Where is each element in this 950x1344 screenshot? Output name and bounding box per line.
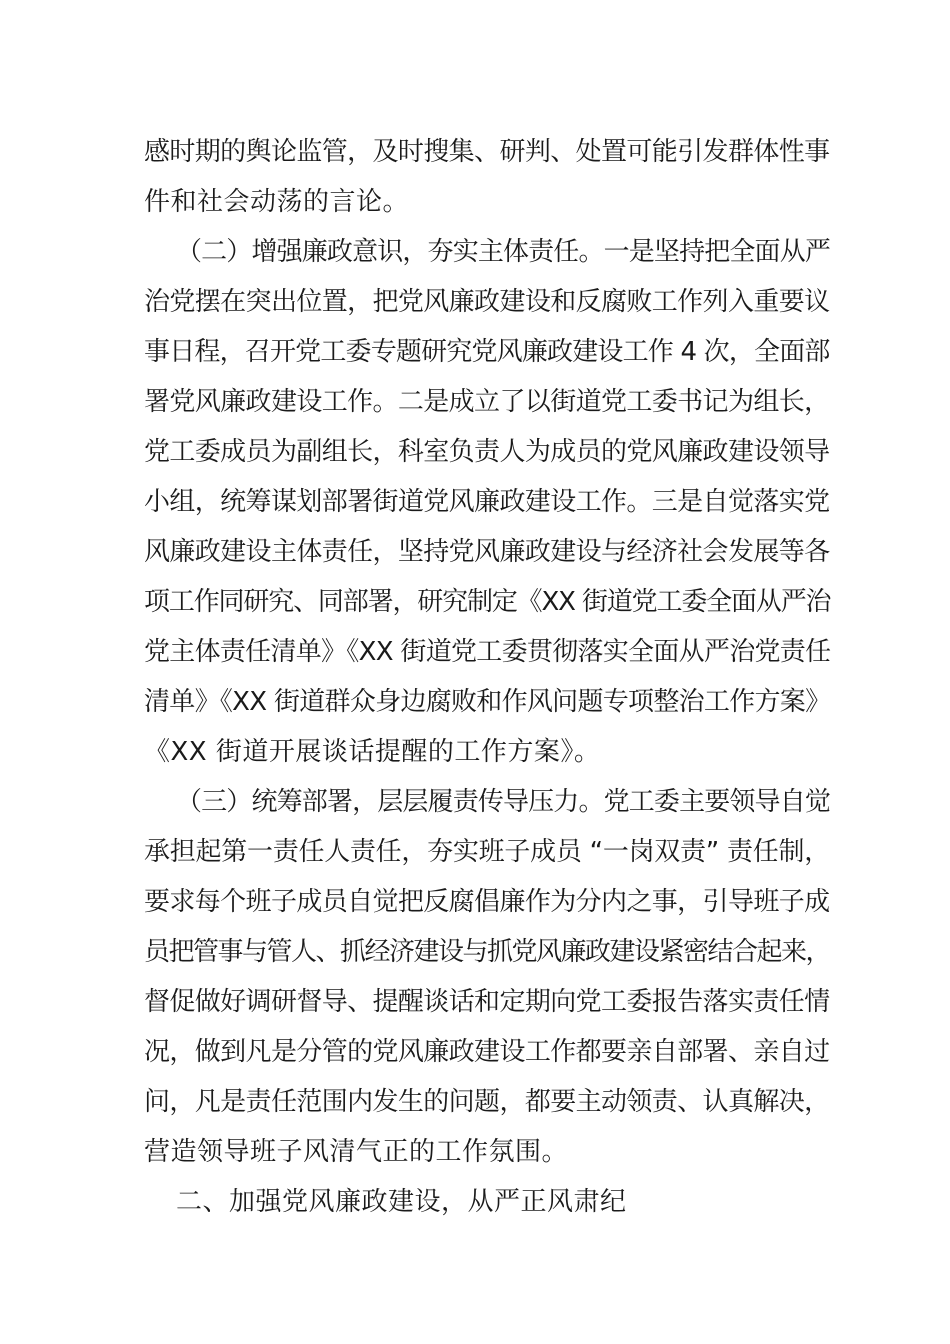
text-line: 署党风廉政建设工作。二是成立了以街道党工委书记为组长， [144, 387, 830, 417]
text-line: 况，做到凡是分管的党风廉政建设工作都要亲自部署、亲自过 [144, 1037, 830, 1067]
text-line: 问，凡是责任范围内发生的问题，都要主动领责、认真解决， [144, 1087, 830, 1117]
text-line: 件和社会动荡的言论。 [144, 187, 410, 217]
text-line: 项工作同研究、同部署，研究制定《XX 街道党工委全面从严治 [144, 587, 831, 617]
text-line: 《XX 街道开展谈话提醒的工作方案》。 [144, 737, 601, 767]
text-line: 治党摆在突出位置，把党风廉政建设和反腐败工作列入重要议 [144, 287, 830, 317]
chapter-heading: 二、加强党风廉政建设，从严正风肃纪 [176, 1187, 627, 1217]
text-line: 要求每个班子成员自觉把反腐倡廉作为分内之事，引导班子成 [144, 887, 830, 917]
section-heading-two: （二）增强廉政意识，夯实主体责任。一是坚持把全面从严 [176, 237, 831, 267]
section-heading-three: （三）统筹部署，层层履责传导压力。党工委主要领导自觉 [176, 787, 831, 817]
text-line: 清单》《XX 街道群众身边腐败和作风问题专项整治工作方案》 [144, 687, 831, 717]
text-line: 事日程，召开党工委专题研究党风廉政建设工作 4 次，全面部 [144, 337, 830, 367]
text-line: 督促做好调研督导、提醒谈话和定期向党工委报告落实责任情 [144, 987, 830, 1017]
text-line: 风廉政建设主体责任，坚持党风廉政建设与经济社会发展等各 [144, 537, 830, 567]
text-line: 小组，统筹谋划部署街道党风廉政建设工作。三是自觉落实党 [144, 487, 830, 517]
text-line: 感时期的舆论监管，及时搜集、研判、处置可能引发群体性事 [144, 137, 830, 167]
text-line: 党主体责任清单》《XX 街道党工委贯彻落实全面从严治党责任 [144, 637, 831, 667]
text-line: 承担起第一责任人责任，夯实班子成员 “一岗双责” 责任制， [144, 837, 830, 867]
text-line: 党工委成员为副组长，科室负责人为成员的党风廉政建设领导 [144, 437, 830, 467]
text-line: 员把管事与管人、抓经济建设与抓党风廉政建设紧密结合起来， [144, 937, 831, 967]
text-line: 营造领导班子风清气正的工作氛围。 [144, 1137, 569, 1167]
